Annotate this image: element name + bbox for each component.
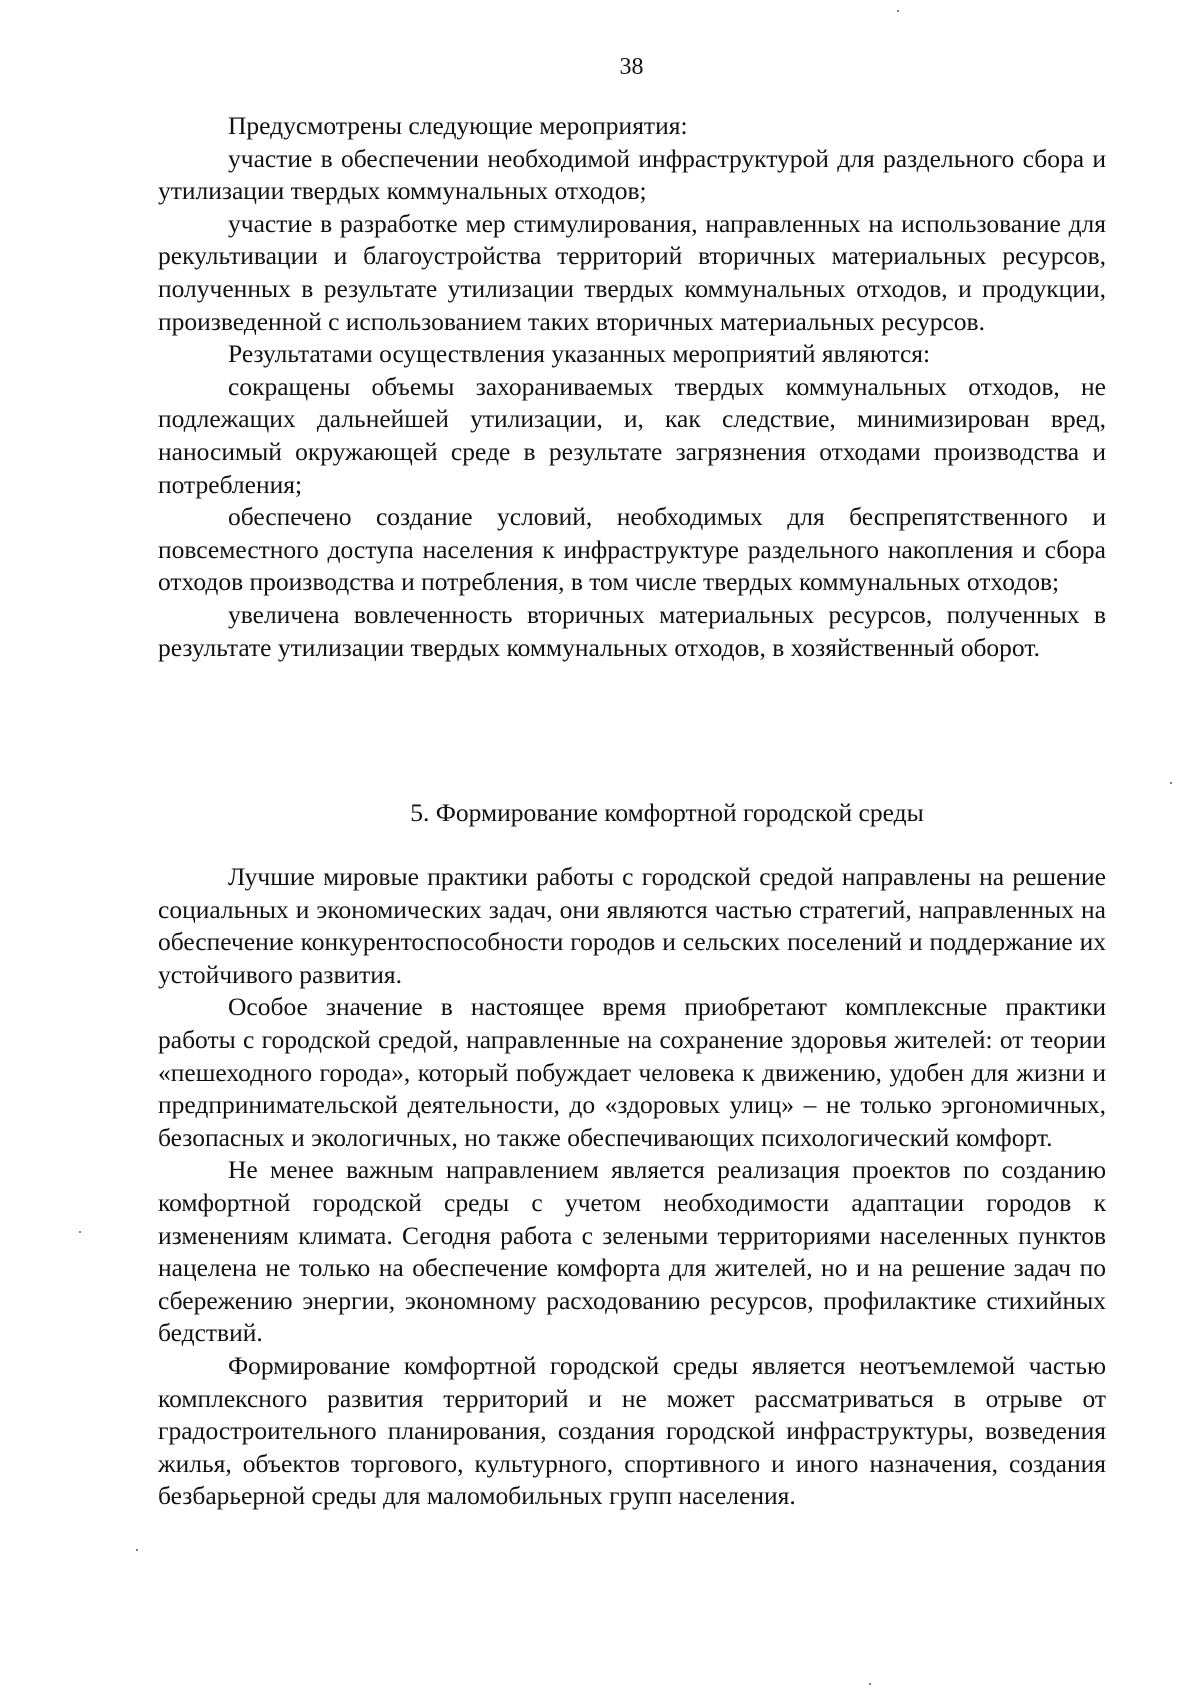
paragraph: обеспечено создание условий, необходимых для беспрепятственного и повсеместного доступа населения к инфраструктуре раздельного накопления и сбора отходов производства и потребления, в том числе твердых коммунальных отходов;: [158, 502, 1106, 597]
page-number: 38: [619, 54, 644, 80]
paragraph: Формирование комфортной городской среды является неотъемлемой частью комплексного развития территорий и не может рассматриваться в отрыве от градостроительного планирования, создания городской инфраструктуры, возведения жилья, объектов торгового, культурного, спортивного и иного назначения, создания безбарьерной среды для маломобильных групп населения.: [158, 1350, 1106, 1511]
paragraph: Не менее важным направлением является реализация проектов по созданию комфортной городской среды с учетом необходимости адаптации городов к изменениям климата. Сегодня работа с зелеными территориями населенных пунктов нацелена не только на обеспечение комфорта для жителей, но и на решение задач по сбережению энергии, экономному расходованию ресурсов, профилактике стихийных бедствий.: [158, 1155, 1106, 1348]
scan-speck: [79, 1231, 81, 1233]
paragraph: сокращены объемы захораниваемых твердых коммунальных отходов, не подлежащих дальнейшей утилизации, и, как следствие, минимизирован вред, наносимый окружающей среде в результате загрязнения отходами производства и потребления;: [158, 371, 1106, 499]
scan-speck: [136, 1549, 138, 1551]
scan-speck: [1170, 782, 1172, 784]
section-heading: 5. Формирование комфортной городской среды: [410, 798, 924, 827]
paragraph: Предусмотрены следующие мероприятия:: [228, 111, 688, 140]
paragraph: увеличена вовлеченность вторичных материальных ресурсов, полученных в результате утилизации твердых коммунальных отходов, в хозяйственный оборот.: [158, 599, 1106, 662]
body-text-block-2: [158, 861, 1106, 1513]
paragraph: Особое значение в настоящее время приобретают комплексные практики работы с городской средой, направленные на сохранение здоровья жителей: от теории «пешеходного города», который побуждает человека к движению, удобен для жизни и предпринимательской деятельности, до «здоровых улиц» – не только эргономичных, безопасных и экологичных, но также обеспечивающих психологический комфорт.: [158, 992, 1106, 1152]
paragraph: Результатами осуществления указанных мероприятий являются:: [228, 339, 931, 369]
scan-speck: [869, 1683, 871, 1685]
paragraph: Лучшие мировые практики работы с городской средой направлены на решение социальных и экономических задач, они являются частью стратегий, направленных на обеспечение конкурентоспособности городов и сельских поселений и поддержание их устойчивого развития.: [158, 862, 1106, 989]
paragraph: участие в разработке мер стимулирования, направленных на использование для рекультивации и благоустройства территорий вторичных материальных ресурсов, полученных в результате утилизации твердых коммунальных отходов, и продукции, произведенной с использованием таких вторичных материальных ресурсов.: [158, 208, 1106, 336]
paragraph: участие в обеспечении необходимой инфраструктурой для раздельного сбора и утилизации твердых коммунальных отходов;: [158, 143, 1106, 206]
body-text-block-1: [158, 110, 1106, 664]
scan-speck: [897, 10, 899, 12]
